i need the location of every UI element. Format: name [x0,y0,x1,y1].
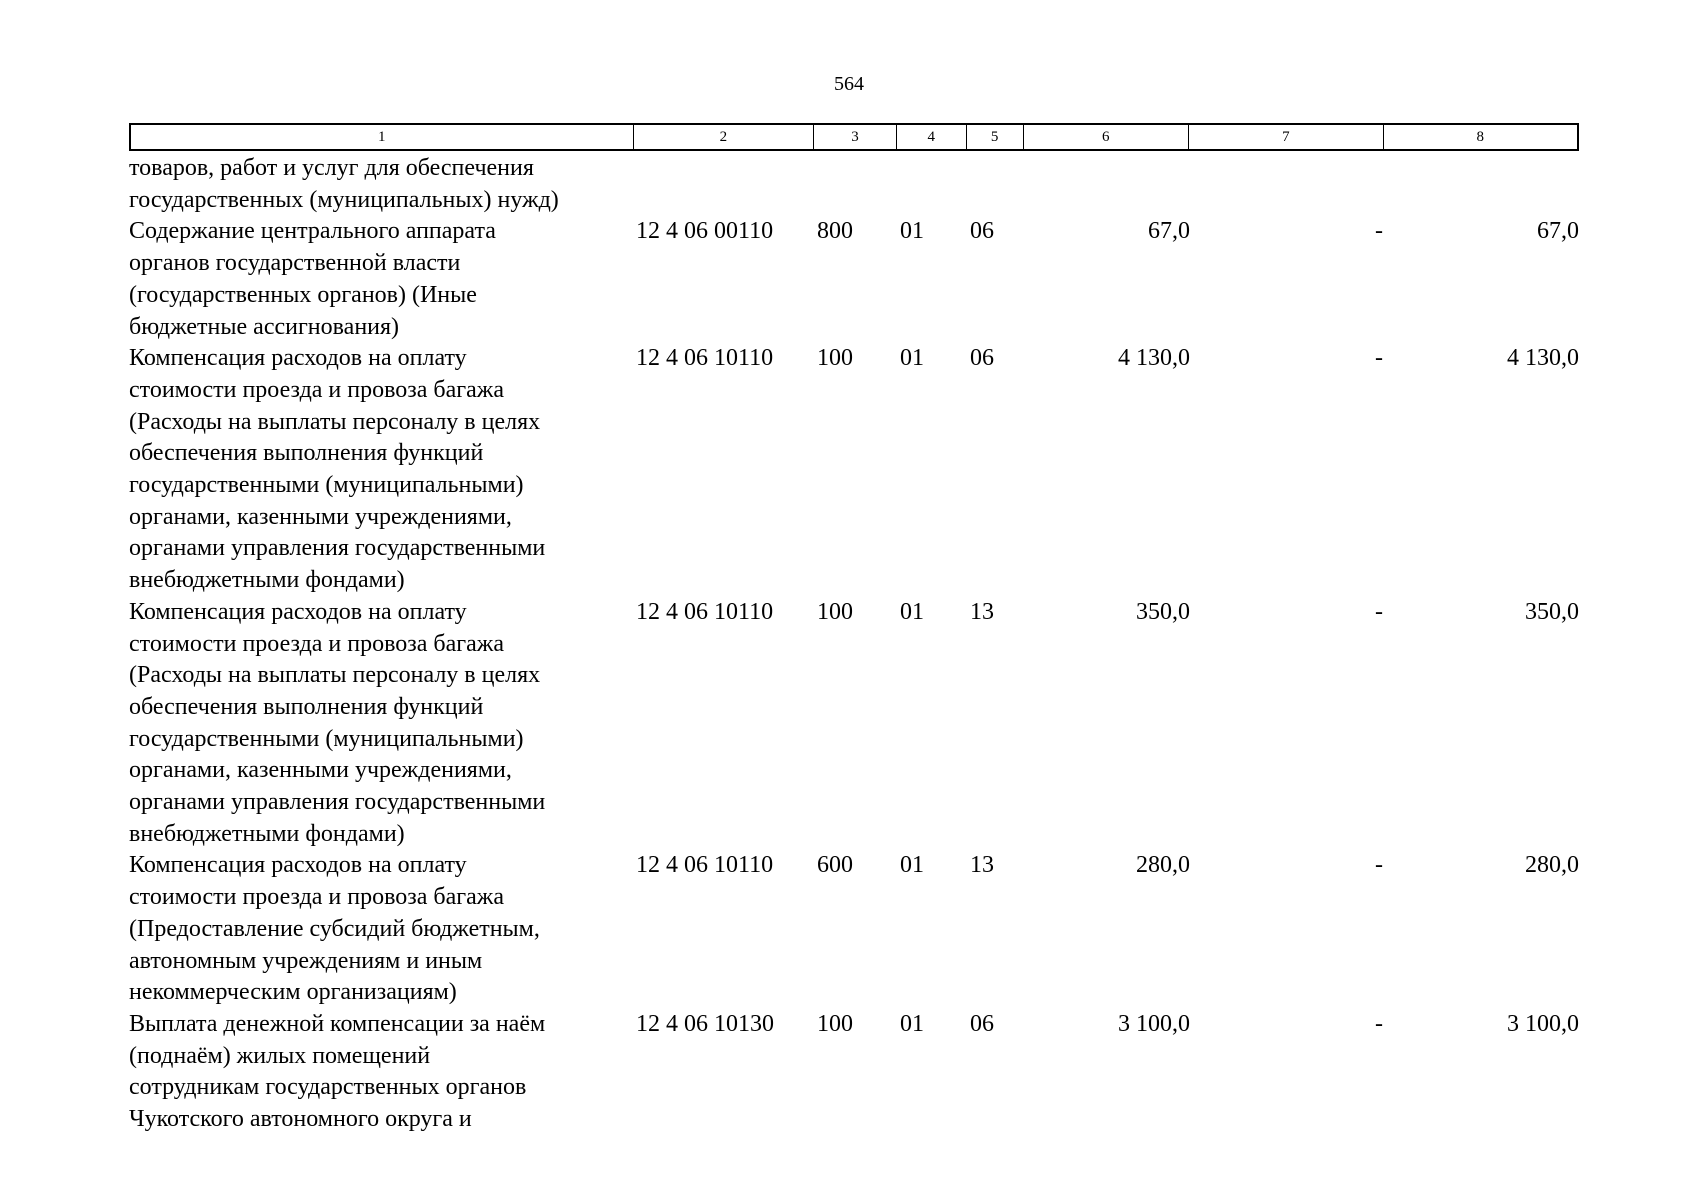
subsection-code: 13 [970,852,994,879]
column-header-6: 6 [1024,125,1190,149]
description-line: стоимости проезда и провоза багажа [129,376,505,403]
table-row [129,1009,1579,1136]
description-line: некоммерческим организациям) [129,979,457,1006]
target-article-code: 12 4 06 10110 [636,598,774,625]
row-description [129,343,633,597]
change-value: - [1375,1010,1383,1037]
target-article-code [633,153,814,216]
description-line: бюджетные ассигнования) [129,313,400,340]
description-line: сотрудникам государственных органов [129,1074,527,1101]
subsection-code [967,153,1024,216]
page-number: 564 [834,73,864,95]
column-header-8: 8 [1476,129,1485,145]
description-line: стоимости проезда и провоза багажа [129,630,505,657]
change-value: - [1375,598,1383,625]
row-description [129,216,633,343]
section-code [897,153,967,216]
description-line: органами управления государственными [129,535,546,562]
amount-value: 3 100,0 [1118,1010,1190,1037]
description-line: внебюджетными фондами) [129,820,405,847]
description-line: обеспечения выполнения функций [129,440,484,467]
target-article-code: 12 4 06 10110 [636,345,774,372]
expense-type-code: 100 [817,1010,853,1037]
description-line: Компенсация расходов на оплату [129,852,467,879]
expense-type-code: 100 [817,345,853,372]
description-line: товаров, работ и услуг для обеспечения [129,155,534,181]
total-value [1385,153,1579,216]
total-value: 3 100,0 [1507,1010,1579,1037]
change-value: - [1375,218,1383,245]
description-line: Компенсация расходов на оплату [129,598,467,625]
budget-table-body [129,153,1579,1136]
row-description [129,597,633,851]
section-code: 01 [900,218,924,245]
column-header-2: 2 [634,125,815,149]
row-description [129,153,633,216]
subsection-code: 06 [970,218,994,245]
column-number-header [129,123,1579,151]
description-line: государственными (муниципальными) [129,725,524,752]
column-header-3: 3 [814,125,897,149]
column-header-7: 7 [1189,125,1383,149]
amount-value: 67,0 [1148,218,1190,245]
target-article-code: 12 4 06 10130 [636,1010,774,1037]
description-line: (Расходы на выплаты персоналу в целях [129,662,541,689]
description-line: автономным учреждениям и иным [129,947,483,974]
table-row [129,597,1579,851]
column-header-5: 5 [967,125,1024,149]
total-value: 350,0 [1525,598,1579,625]
description-line: органов государственной власти [129,250,461,277]
description-line: органами, казенными учреждениями, [129,503,512,530]
description-line: органами, казенными учреждениями, [129,757,512,784]
expense-type-code: 100 [817,598,853,625]
description-line: стоимости проезда и провоза багажа [129,884,505,911]
expense-type-code [814,153,897,216]
description-line: (государственных органов) (Иные [129,281,477,308]
expense-type-code: 800 [817,218,853,245]
description-line: внебюджетными фондами) [129,567,405,594]
subsection-code: 06 [970,1010,994,1037]
table-row [129,850,1579,1009]
description-line: (Расходы на выплаты персоналу в целях [129,408,541,435]
description-line: Выплата денежной компенсации за наём [129,1010,546,1037]
total-value: 4 130,0 [1507,345,1579,372]
description-line: государственных (муниципальных) нужд) [129,186,559,213]
description-line: государственными (муниципальными) [129,472,524,499]
amount-value [1024,153,1190,216]
description-line: Компенсация расходов на оплату [129,345,467,372]
change-value: - [1375,852,1383,879]
subsection-code: 13 [970,598,994,625]
section-code: 01 [900,598,924,625]
total-value: 67,0 [1537,218,1579,245]
section-code: 01 [900,852,924,879]
column-header-4: 4 [897,125,967,149]
amount-value: 280,0 [1136,852,1190,879]
description-line: органами управления государственными [129,789,546,816]
change-value: - [1375,345,1383,372]
description-line: Чукотского автономного округа и [129,1106,472,1133]
description-line: (поднаём) жилых помещений [129,1042,431,1069]
change-value [1190,153,1385,216]
section-code: 01 [900,345,924,372]
table-row [129,343,1579,597]
subsection-code: 06 [970,345,994,372]
description-line: (Предоставление субсидий бюджетным, [129,915,540,942]
target-article-code: 12 4 06 10110 [636,852,774,879]
amount-value: 4 130,0 [1118,345,1190,372]
description-line: Содержание центрального аппарата [129,218,496,245]
total-value: 280,0 [1525,852,1579,879]
target-article-code: 12 4 06 00110 [636,218,774,245]
column-header-1: 1 [131,125,634,149]
section-code: 01 [900,1010,924,1037]
row-description [129,1009,633,1136]
description-line: обеспечения выполнения функций [129,693,484,720]
amount-value: 350,0 [1136,598,1190,625]
table-row [129,153,1579,216]
row-description [129,850,633,1009]
expense-type-code: 600 [817,852,853,879]
table-row [129,216,1579,343]
